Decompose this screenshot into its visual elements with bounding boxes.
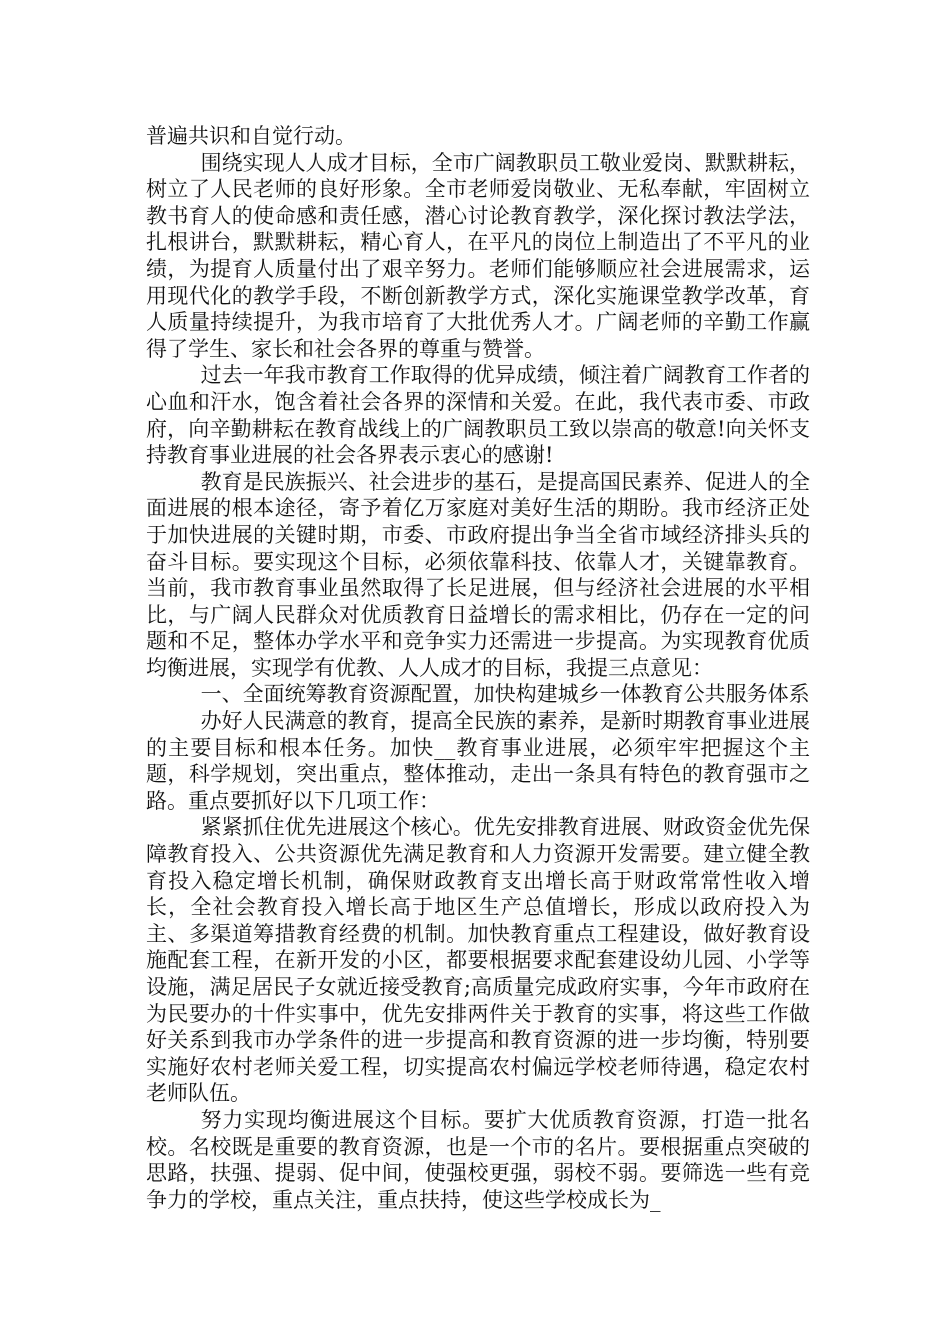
paragraph: 紧紧抓住优先进展这个核心。优先安排教育进展、财政资金优先保障教育投入、公共资源优先满足教育和人力资源开发需要。建立健全教育投入稳定增长机制，确保财政教育支出增长高于财政常常性收入增长，全社会教育投入增长高于地区生产总值增长，形成以政府投入为主、多渠道筹措教育经费的机制。加快教育重点工程建设，做好教育设施配套工程，在新开发的小区，都要根据要求配套建设幼儿园、小学等设施，满足居民子女就近接受教育;高质量完成政府实事，今年市政府在为民要办的十件实事中，优先安排两件关于教育的实事，将这些工作做好关系到我市办学条件的进一步提高和教育资源的进一步均衡，特别要实施好农村老师关爱工程，切实提高农村偏远学校老师待遇，稳定农村老师队伍。 xyxy=(146,815,810,1106)
section-heading: 一、全面统筹教育资源配置，加快构建城乡一体教育公共服务体系 xyxy=(200,682,810,707)
paragraph: 办好人民满意的教育，提高全民族的素养，是新时期教育事业进展的主要目标和根本任务。加快__教育事业进展，必须牢牢把握这个主题，科学规划，突出重点，整体推动，走出一条具有特色的教育强市之路。重点要抓好以下几项工作： xyxy=(146,709,810,813)
paragraph: 过去一年我市教育工作取得的优异成绩，倾注着广阔教育工作者的心血和汗水，饱含着社会各界的深情和关爱。在此，我代表市委、市政府，向辛勤耕耘在教育战线上的广阔教职员工致以崇高的敬意!向关怀支持教育事业进展的社会各界表示衷心的感谢! xyxy=(146,363,810,468)
paragraph: 普遍共识和自觉行动。 xyxy=(146,124,356,148)
paragraph: 教育是民族振兴、社会进步的基石，是提高国民素养、促进人的全面进展的根本途径，寄予着亿万家庭对美好生活的期盼。我市经济正处于加快进展的关键时期，市委、市政府提出争当全省市域经济排头兵的奋斗目标。要实现这个目标，必须依靠科技、依靠人才，关键靠教育。当前，我市教育事业虽然取得了长足进展，但与经济社会进展的水平相比，与广阔人民群众对优质教育日益增长的需求相比，仍存在一定的问题和不足，整体办学水平和竞争实力还需进一步提高。为实现教育优质均衡进展，实现学有优教、人人成才的目标，我提三点意见： xyxy=(146,469,810,680)
paragraph: 努力实现均衡进展这个目标。要扩大优质教育资源，打造一批名校。名校既是重要的教育资源，也是一个市的名片。要根据重点突破的思路，扶强、提弱、促中间，使强校更强，弱校不弱。要筛选一些有竞争力的学校，重点关注，重点扶持，使这些学校成长为_ xyxy=(146,1107,810,1212)
paragraph: 围绕实现人人成才目标，全市广阔教职员工敬业爱岗、默默耕耘，树立了人民老师的良好形象。全市老师爱岗敬业、无私奉献，牢固树立教书育人的使命感和责任感，潜心讨论教育教学，深化探讨教法学法，扎根讲台，默默耕耘，精心育人，在平凡的岗位上制造出了不平凡的业绩，为提育人质量付出了艰辛努力。老师们能够顺应社会进展需求，运用现代化的教学手段，不断创新教学方式，深化实施课堂教学改革，育人质量持续提升，为我市培育了大批优秀人才。广阔老师的辛勤工作赢得了学生、家长和社会各界的尊重与赞誉。 xyxy=(146,150,810,361)
document-body xyxy=(146,123,810,1213)
